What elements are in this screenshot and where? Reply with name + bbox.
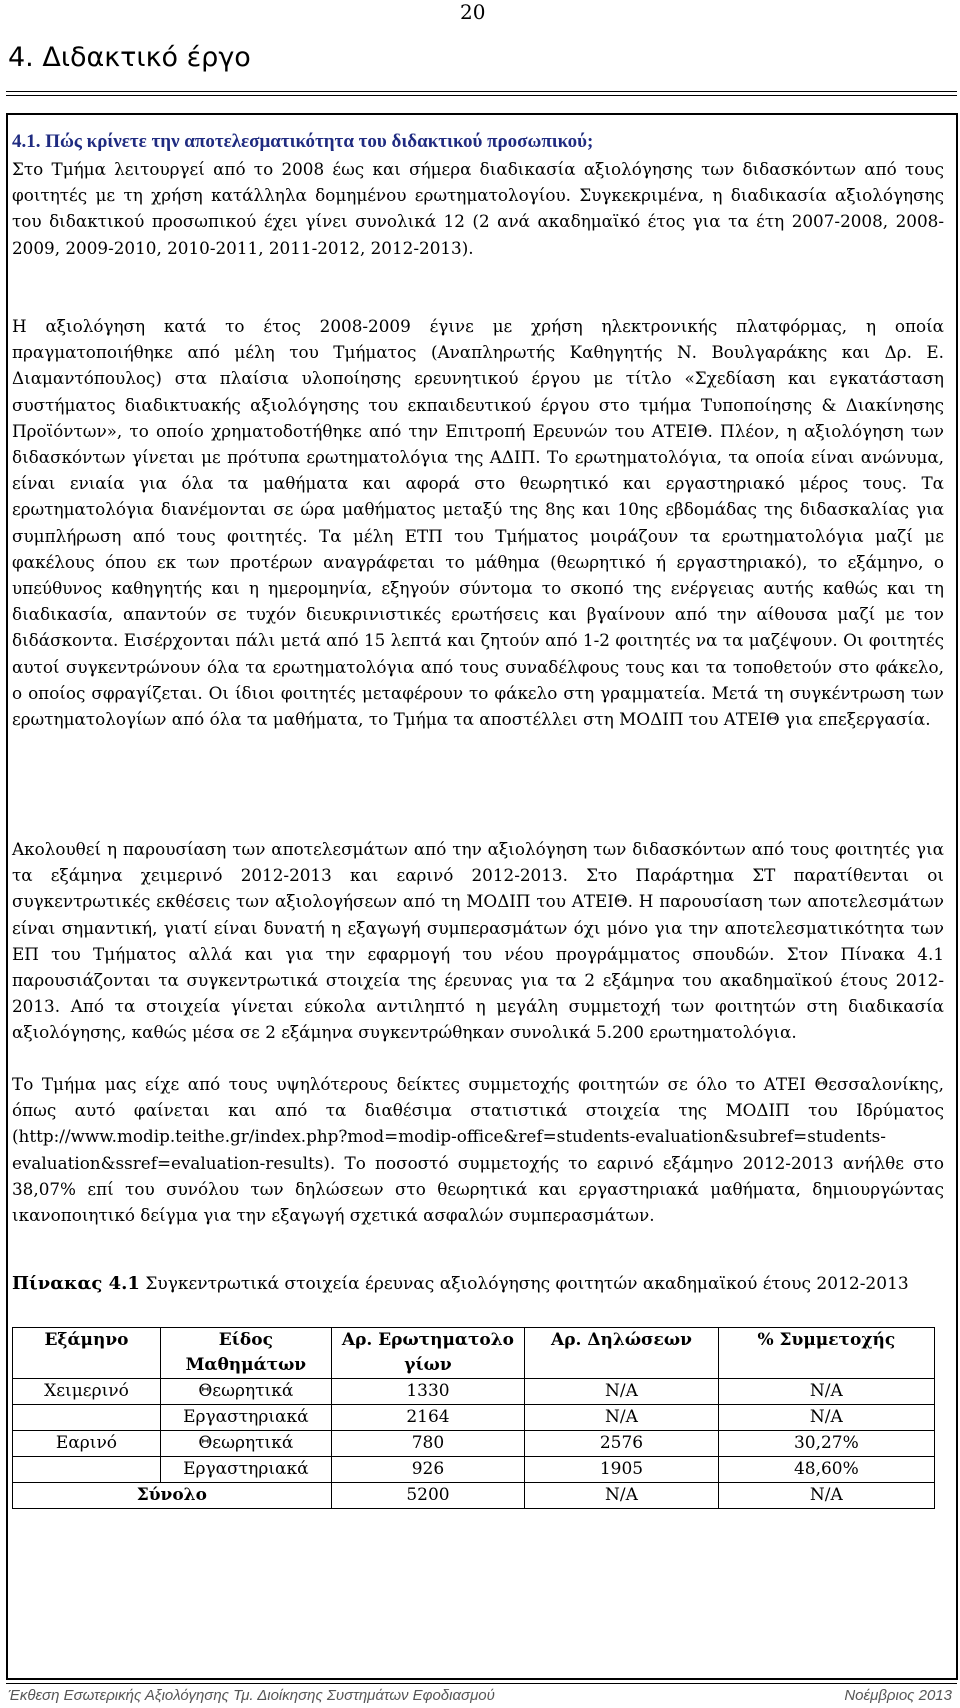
table-caption-label: Πίνακας 4.1 bbox=[12, 1273, 140, 1294]
cell-questionnaires: 1330 bbox=[331, 1379, 525, 1405]
cell-type: Θεωρητικά bbox=[160, 1431, 331, 1457]
summary-table bbox=[12, 1327, 935, 1509]
table-caption-text: Συγκεντρωτικά στοιχεία έρευνας αξιολόγησης φοιτητών ακαδημαϊκού έτους 2012-2013 bbox=[139, 1274, 909, 1294]
chapter-title: 4. Διδακτικό έργο bbox=[8, 42, 251, 73]
header-course-type: Είδος Μαθημάτων bbox=[160, 1328, 331, 1379]
table-row bbox=[13, 1457, 935, 1483]
table-caption bbox=[12, 1271, 944, 1297]
cell-type: Εργαστηριακά bbox=[160, 1405, 331, 1431]
header-semester: Εξάμηνο bbox=[13, 1328, 161, 1379]
paragraph-3: Ακολουθεί η παρουσίαση των αποτελεσμάτων από την αξιολόγηση των διδασκόντων από τους φοιτητές για τα εξάμηνα χειμερινό 2012-2013 και εαρινό 2012-2013. Στο Παράρτημα ΣΤ παρατίθενται οι συγκεντρωτικές εκθέσεις των αξιολογήσεων από τη ΜΟΔΙΠ του ΑΤΕΙΘ. Η παρουσίαση των αποτελεσμάτων είναι σημαντική, γιατί είναι δυνατή η εξαγωγή συμπερασμάτων όχι μόνο για την αποτελεσματικότητα των ΕΠ του Τμήματος αλλά και για την εφαρμογή του νέου προγράμματος σπουδών. Στον Πίνακα 4.1 παρουσιάζονται τα συγκεντρωτικά στοιχεία της έρευνας για τα 2 εξάμηνα του ακαδημαϊκού έτους 2012-2013. Από τα στοιχεία γίνεται εύκολα αντιληπτό η μεγάλη συμμετοχή των φοιτητών στη διαδικασία αξιολόγησης, καθώς μέσα σε 2 εξάμηνα συγκεντρώθηκαν συνολικά 5.200 ερωτηματολόγια. bbox=[12, 839, 944, 1043]
cell-total-label: Σύνολο bbox=[13, 1483, 332, 1509]
header-declarations: Αρ. Δηλώσεων bbox=[525, 1328, 719, 1379]
cell-questionnaires: 2164 bbox=[331, 1405, 525, 1431]
paragraph-2: Η αξιολόγηση κατά το έτος 2008-2009 έγινε με χρήση ηλεκτρονικής πλατφόρμας, η οποία πραγματοποιήθηκε από μέλη του Τμήματος (Αναπληρωτής Καθηγητής Ν. Βουλγαράκης και Δρ. Ε. Διαμαντόπουλος) στα πλαίσια υλοποίησης ερευνητικού έργου με τίτλο «Σχεδίαση και εγκατάσταση συστήματος διαδικτυακής αξιολόγησης του εκπαιδευτικού έργου στο τμήμα Τυποποίησης & Διακίνησης Προϊόντων», το οποίο χρηματοδοτήθηκε από την Επιτροπή Ερευνών του ΑΤΕΙΘ. Πλέον, η αξιολόγηση των διδασκόντων γίνεται με πρότυπα ερωτηματολόγια της ΑΔΙΠ. Το ερωτηματολόγια, τα οποία είναι ανώνυμα, είναι ενιαία για όλα τα μαθήματα και αφορά στο θεωρητικό και εργαστηριακό μέρος τους. Τα ερωτηματολόγια διανέμονται σε ώρα μαθήματος μεταξύ της 8ης και 10ης εβδομάδας της διδασκαλίας για συμπλήρωση από τους φοιτητές. Τα μέλη ΕΤΠ του Τμήματος μοιράζουν τα ερωτηματολόγια μαζί με φακέλους όπου εκ των προτέρων αναγράφεται το μάθημα (θεωρητικό ή εργαστηριακό), το εξάμηνο, ο υπεύθυνος καθηγητής και η ημερομηνία, εξηγούν σύντομα το σκοπό της ενέργειας αυτής καθώς και τη διαδικασία, απαντούν σε τυχόν διευκρινιστικές ερωτήσεις και βγαίνουν από την αίθουσα μαζί με τον διδάσκοντα. Εισέρχονται πάλι μετά από 15 λεπτά και ζητούν από 1-2 φοιτητές να τα μαζέψουν. Οι φοιτητές αυτοί συγκεντρώνουν όλα τα ερωτηματολόγια από τους συναδέλφους τους και τα τοποθετούν στο φάκελο, ο οποίος σφραγίζεται. Οι ίδιοι φοιτητές μεταφέρουν το φάκελο στη γραμματεία. Μετά τη συγκέντρωση των ερωτηματολογίων από όλα τα μαθήματα, το Τμήμα τα αποστέλλει στη ΜΟΔΙΠ του ΑΤΕΙΘ για επεξεργασία. bbox=[12, 316, 944, 730]
cell-type: Εργαστηριακά bbox=[160, 1457, 331, 1483]
paragraph-1: Στο Τμήμα λειτουργεί από το 2008 έως και σήμερα διαδικασία αξιολόγησης των διδασκόντων από τους φοιτητές με τη χρήση κατάλληλα δομημένου ερωτηματολογίου. Συγκεκριμένα, η διαδικασία αξιολόγησης του διδακτικού προσωπικού έχει γίνει συνολικά 12 (2 ανά ακαδημαϊκό έτος για τα έτη 2007-2008, 2008-2009, 2009-2010, 2010-2011, 2011-2012, 2012-2013). bbox=[12, 159, 944, 258]
footer-document-title: Έκθεση Εσωτερικής Αξιολόγησης Τμ. Διοίκησης Συστημάτων Εφοδιασμού bbox=[8, 1687, 495, 1704]
page-number: 20 bbox=[460, 0, 486, 24]
cell-participation: 48,60% bbox=[718, 1457, 934, 1483]
cell-declarations: N/A bbox=[525, 1405, 719, 1431]
header-rule bbox=[6, 91, 957, 92]
table-total-row bbox=[13, 1483, 935, 1509]
section-heading: 4.1. Πώς κρίνετε την αποτελεσματικότητα του διδακτικού προσωπικού; bbox=[12, 131, 594, 152]
footer-date: Νοέμβριος 2013 bbox=[844, 1687, 952, 1704]
cell-declarations: 1905 bbox=[525, 1457, 719, 1483]
cell-semester bbox=[13, 1457, 161, 1483]
cell-total-declarations: N/A bbox=[525, 1483, 719, 1509]
table-header-row bbox=[13, 1328, 935, 1379]
cell-participation: N/A bbox=[718, 1405, 934, 1431]
cell-questionnaires: 780 bbox=[331, 1431, 525, 1457]
paragraph-4: Το Τμήμα μας είχε από τους υψηλότερους δείκτες συμμετοχής φοιτητών σε όλο το ΑΤΕΙ Θεσσαλονίκης, όπως αυτό φαίνεται και από τα διαθέσιμα στατιστικά στοιχεία της ΜΟΔΙΠ του Ιδρύματος (http://www.modip.teithe.gr/index.php?mod=modip-office&ref=students-evaluation&subref=students-evaluation&ssref=evaluation-results). Το ποσοστό συμμετοχής το εαρινό εξάμηνο 2012-2013 ανήλθε στο 38,07% επί του συνόλου των δηλώσεων στο θεωρητικά και εργαστηριακά μαθήματα, δημιουργώντας ικανοποιητικό δείγμα για την εξαγωγή σχετικά ασφαλών συμπερασμάτων. bbox=[12, 1074, 944, 1226]
cell-semester bbox=[13, 1405, 161, 1431]
cell-declarations: N/A bbox=[525, 1379, 719, 1405]
cell-participation: N/A bbox=[718, 1379, 934, 1405]
cell-semester: Εαρινό bbox=[13, 1431, 161, 1457]
cell-total-participation: N/A bbox=[718, 1483, 934, 1509]
cell-declarations: 2576 bbox=[525, 1431, 719, 1457]
cell-total-questionnaires: 5200 bbox=[331, 1483, 525, 1509]
table-row bbox=[13, 1405, 935, 1431]
table-row bbox=[13, 1379, 935, 1405]
cell-questionnaires: 926 bbox=[331, 1457, 525, 1483]
cell-participation: 30,27% bbox=[718, 1431, 934, 1457]
cell-semester: Χειμερινό bbox=[13, 1379, 161, 1405]
header-rule-double bbox=[6, 95, 957, 96]
cell-type: Θεωρητικά bbox=[160, 1379, 331, 1405]
header-participation: % Συμμετοχής bbox=[718, 1328, 934, 1379]
header-questionnaires: Αρ. Ερωτηματολο γίων bbox=[331, 1328, 525, 1379]
footer-rule bbox=[6, 1683, 957, 1684]
table-row bbox=[13, 1431, 935, 1457]
